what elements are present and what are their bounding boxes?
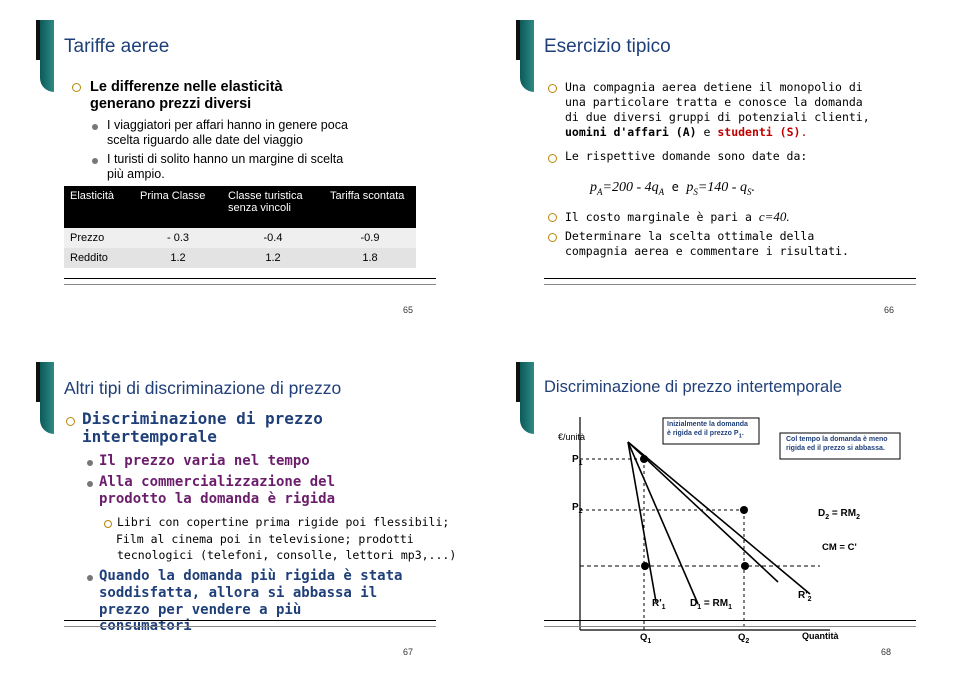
slide-bottom-rule xyxy=(64,278,436,285)
mc-point-2 xyxy=(741,562,749,570)
elasticity-table xyxy=(64,186,416,268)
bullet-ring-icon xyxy=(104,520,112,528)
table-cell: - 0.3 xyxy=(134,228,222,248)
label-d1: $D_1 = RM_1$ xyxy=(690,598,732,611)
label-p1: $P_1$ xyxy=(572,454,583,467)
marginal-cost: Il costo marginale è pari a c=40. xyxy=(565,209,790,224)
note-later-text: Col tempo la domanda è meno rigida ed il prezzo si abbassa. xyxy=(786,436,888,453)
slide-title: Altri tipi di discriminazione di prezzo xyxy=(64,378,342,398)
slide-68 xyxy=(480,342,960,684)
table-cell: -0.9 xyxy=(324,228,416,248)
table-cell: -0.4 xyxy=(222,228,324,248)
bullet-heading: Le differenze nelle elasticità generano prezzi diversi xyxy=(90,79,283,113)
bullet-ring-icon xyxy=(548,154,557,163)
table-header-cell: Prima Classe xyxy=(134,186,222,228)
label-q2: $Q_2$ xyxy=(738,632,750,645)
bullet-ring-icon xyxy=(548,84,557,93)
table-cell: 1.2 xyxy=(134,248,222,268)
y-axis-label: €/unità xyxy=(558,432,586,442)
slide-title: Esercizio tipico xyxy=(544,36,671,57)
equilibrium-point-2 xyxy=(740,506,748,514)
label-r1: $R'_1$ xyxy=(652,598,666,611)
slide-bottom-rule xyxy=(544,620,916,627)
slide-67 xyxy=(0,342,480,684)
label-d2: $D_2 = RM_2$ xyxy=(818,508,860,521)
x-axis-label: Quantità xyxy=(802,631,839,641)
demand-curve-d1 xyxy=(628,442,698,604)
table-cell: 1.2 xyxy=(222,248,324,268)
slide-accent-shape xyxy=(40,20,54,92)
sub-bullet-dot-icon xyxy=(92,124,98,130)
slide-bottom-rule xyxy=(64,620,436,627)
sub-bullet-rigid-demand: Alla commercializzazione del prodotto la domanda è rigida xyxy=(99,474,336,507)
note-initial-text: Inizialmente la domanda è rigida ed il prezzo $P_1$. xyxy=(667,421,748,440)
label-p2: $P_2$ xyxy=(572,502,583,515)
sub-bullet-business: I viaggiatori per affari hanno in genere poca scelta riguardo alle date del viaggio xyxy=(107,118,348,147)
bullet-ring-icon xyxy=(72,83,81,92)
sub-bullet-dot-icon xyxy=(87,460,93,466)
table-cell: 1.8 xyxy=(324,248,416,268)
table-cell: Prezzo xyxy=(64,228,134,248)
intertemporal-diagram xyxy=(480,342,960,684)
sub-bullet-dot-icon xyxy=(87,481,93,487)
table-row xyxy=(64,228,416,248)
table-header-cell: Classe turistica senza vincoli xyxy=(222,186,324,228)
page-number: 65 xyxy=(403,305,414,315)
label-q1: $Q_1$ xyxy=(640,632,652,645)
examples-paragraph: Libri con copertine prima rigide poi flessibili; Film al cinema poi in televisione; prodotti tecnologici (telefoni, consolle, lettori mp3,...) xyxy=(116,515,457,563)
sub-bullet-dot-icon xyxy=(92,158,98,164)
sub-bullet-dot-icon xyxy=(87,575,93,581)
table-header-row xyxy=(64,186,416,228)
exercise-paragraph: Una compagnia aerea detiene il monopolio di una particolare tratta e conosce la domanda di due diversi gruppi di potenziali clienti, uomini d'affari (A) e studenti (S). xyxy=(565,80,870,139)
sub-bullet-price-varies: Il prezzo varia nel tempo xyxy=(99,453,310,469)
page-number: 67 xyxy=(403,647,414,657)
slide-65 xyxy=(0,0,480,342)
bullet-ring-icon xyxy=(548,233,557,242)
slide-accent-shape xyxy=(40,362,54,434)
mc-point-1 xyxy=(641,562,649,570)
marginal-revenue-r2 xyxy=(628,442,778,582)
equilibrium-point-1 xyxy=(640,455,648,463)
page-number: 66 xyxy=(884,305,895,315)
slide-title: Tariffe aeree xyxy=(64,36,170,57)
bullet-intertemporal: Discriminazione di prezzo intertemporale xyxy=(82,409,323,446)
bullet-ring-icon xyxy=(66,417,75,426)
slide-accent-shape xyxy=(520,20,534,92)
label-r2: $R'_2$ xyxy=(798,590,812,603)
bullet-ring-icon xyxy=(548,213,557,222)
sub-bullet-tourists: I turisti di solito hanno un margine di scelta più ampio. xyxy=(107,152,344,181)
table-header-cell: Elasticità xyxy=(64,186,134,228)
label-cm: CM = C' xyxy=(822,542,857,553)
page-number: 68 xyxy=(881,647,892,657)
table-row xyxy=(64,248,416,268)
table-header-cell: Tariffa scontata xyxy=(324,186,416,228)
demand-curve-d2 xyxy=(628,442,810,594)
slide-title: Discriminazione di prezzo intertemporale xyxy=(544,378,843,396)
slide-66 xyxy=(480,0,960,342)
table-cell: Reddito xyxy=(64,248,134,268)
slide-bottom-rule xyxy=(544,278,916,285)
sub-bullet-price-drop: Quando la domanda più rigida è stata soddisfatta, allora si abbassa il prezzo per vendere a più consumatori xyxy=(99,568,403,635)
demand-intro: Le rispettive domande sono date da: xyxy=(565,149,808,163)
marginal-revenue-r1 xyxy=(628,442,656,602)
demand-equations: $p_A=200 - 4q_A$ e $p_S=140 - q_S$. xyxy=(590,180,755,197)
task-paragraph: Determinare la scelta ottimale della compagnia aerea e commentare i risultati. xyxy=(565,229,849,258)
